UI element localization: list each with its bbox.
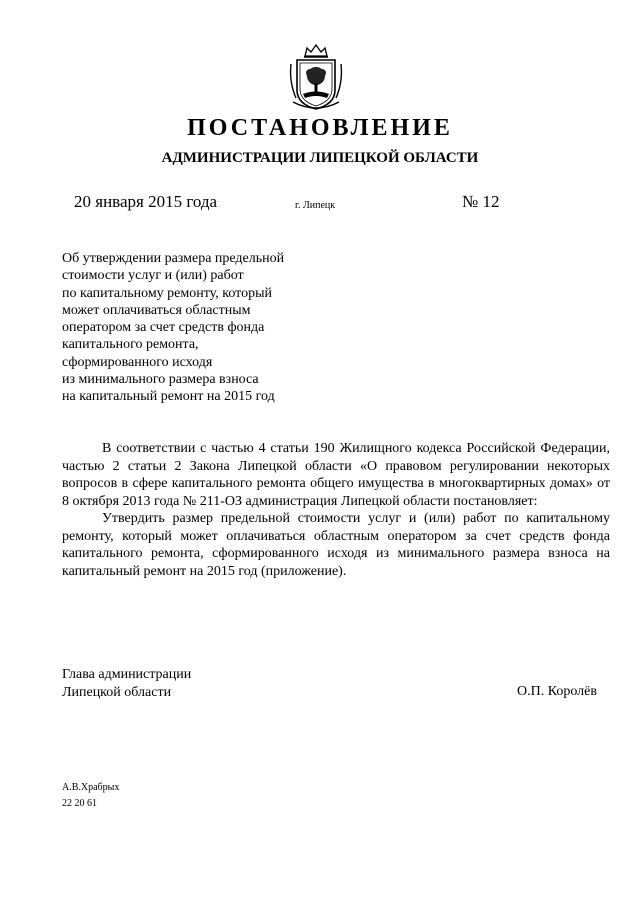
- executor-info: [62, 780, 119, 812]
- signatory-position-line: Глава администрации: [62, 667, 192, 682]
- subject-line: сформированного исходя: [62, 354, 213, 370]
- signatory-position-line: Липецкой области: [62, 685, 172, 700]
- coat-of-arms-icon: [287, 42, 345, 112]
- executor-phone: 22 20 61: [62, 798, 97, 809]
- subject-line: по капитальному ремонту, который: [62, 285, 273, 301]
- document-subject: [62, 250, 322, 406]
- subject-line: стоимости услуг и (или) работ: [62, 268, 244, 284]
- subject-line: капитального ремонта,: [62, 337, 199, 353]
- subject-line: может оплачиваться областным: [62, 302, 251, 318]
- subject-line: из минимального размера взноса: [62, 372, 259, 388]
- document-title: ПОСТАНОВЛЕНИЕ: [187, 115, 453, 141]
- document-number: № 12: [462, 192, 500, 211]
- subject-line: Об утверждении размера предельной: [62, 251, 285, 266]
- signatory-name: О.П. Королёв: [517, 684, 597, 699]
- subject-line: на капитальный ремонт на 2015 год: [62, 389, 275, 405]
- signatory-position: [62, 666, 191, 702]
- body-paragraph: В соответствии с частью 4 статьи 190 Жилищного кодекса Российской Федерации, частью 2 статьи 2 Закона Липецкой области «О правовом регулировании некоторых вопросов в сфере капитального ремонта общего имущества в многоквартирных домах» от 8 октября 2013 года № 211-ОЗ администрация Липецкой области постановляет:: [62, 441, 610, 509]
- document-city: г. Липецк: [295, 200, 336, 211]
- executor-name: А.В.Храбрых: [62, 782, 120, 793]
- body-paragraph: Утвердить размер предельной стоимости услуг и (или) работ по капитальному ремонту, который может оплачиваться областным оператором за счет средств фонда капитального ремонта, сформированного исходя из минимального размера взноса на капитальный ремонт на 2015 год (приложение).: [62, 511, 610, 579]
- document-body: [62, 440, 610, 580]
- subject-line: оператором за счет средств фонда: [62, 320, 265, 336]
- document-date: 20 января 2015 года: [74, 192, 218, 211]
- document-subtitle: АДМИНИСТРАЦИИ ЛИПЕЦКОЙ ОБЛАСТИ: [161, 150, 479, 166]
